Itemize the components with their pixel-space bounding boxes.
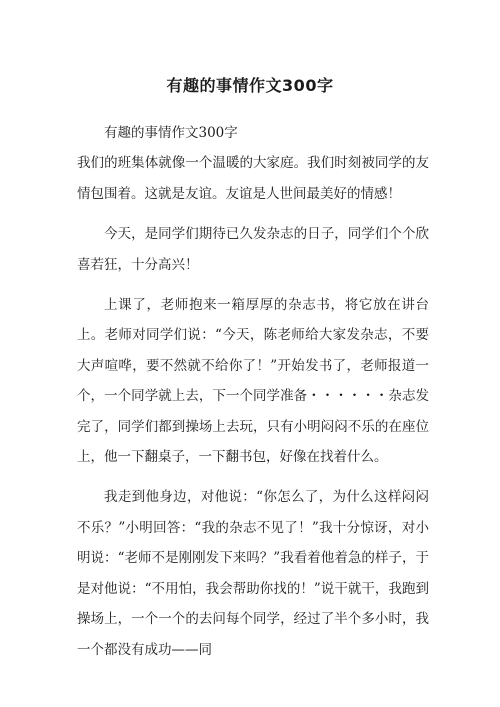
paragraph-2: 今天，是同学们期待已久发杂志的日子，同学们个个欣喜若狂，十分高兴！ <box>77 226 429 273</box>
paragraph-1: 我们的班集体就像一个温暖的大家庭。我们时刻被同学的友情包围着。这就是友谊。友谊是人世间最美好的情感！ <box>77 155 429 202</box>
paragraph-3: 上课了，老师抱来一箱厚厚的杂志书，将它放在讲台上。老师对同学们说：“今天，陈老师给大家发杂志，不要大声喧哗，要不然就不给你了！”开始发书了，老师报道一个，一个同学就上去，下一个同学准备・・・・・・杂志发完了，同学们都到操场上去玩，只有小明闷闷不乐的在座位上，他一下翻桌子，一下翻书包，好像在找着什么。 <box>77 297 429 466</box>
document-title: 有趣的事情作文300字 <box>166 76 334 95</box>
document-body <box>77 118 429 665</box>
paragraph-4: 我走到他身边，对他说：“你怎么了，为什么这样闷闷不乐？”小明回答：“我的杂志不见了！”我十分惊讶，对小明说：“老师不是刚刚发下来吗？”我看着他着急的样子，于是对他说：“不用怕，我会帮助你找的！”说干就干，我跑到操场上，一个一个的去问每个同学，经过了半个多小时，我一个都没有成功——同 <box>77 489 429 658</box>
subtitle-line: 有趣的事情作文300字 <box>104 125 238 141</box>
